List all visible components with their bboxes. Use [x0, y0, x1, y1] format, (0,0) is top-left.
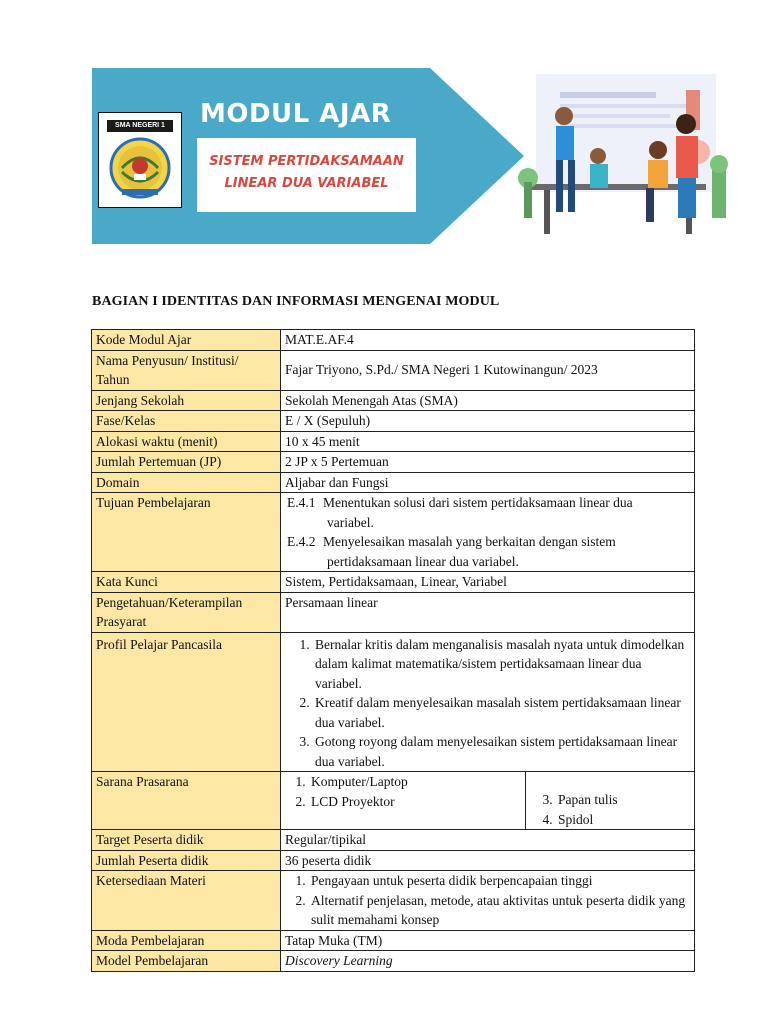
objective-code: E.4.1	[287, 495, 316, 510]
table-row	[92, 350, 695, 390]
row-label: Ketersediaan Materi	[92, 871, 281, 931]
row-value: Fajar Triyono, S.Pd./ SMA Negeri 1 Kutowinangun/ 2023	[281, 350, 695, 390]
row-value: 10 x 45 menit	[281, 431, 695, 452]
table-row	[92, 411, 695, 432]
list-item: 1. Pengayaan untuk peserta didik berpencapaian tinggi	[309, 871, 690, 891]
table-row	[92, 493, 695, 572]
row-label: Alokasi waktu (menit)	[92, 431, 281, 452]
table-row	[92, 452, 695, 473]
label-line-1: Nama Penyusun/ Institusi/	[96, 352, 239, 368]
facilities-columns	[281, 772, 694, 829]
facilities-left	[281, 772, 525, 829]
table-row	[92, 830, 695, 851]
section-heading: BAGIAN I IDENTITAS DAN INFORMASI MENGENAI MODUL	[92, 294, 500, 309]
school-emblem-icon	[108, 134, 172, 200]
row-value	[281, 772, 695, 830]
row-label: Target Peserta didik	[92, 830, 281, 851]
subtitle-line-1: SISTEM PERTIDAKSAMAAN	[209, 154, 404, 169]
team-meeting-illustration	[486, 64, 732, 242]
table-row	[92, 431, 695, 452]
row-label: Model Pembelajaran	[92, 951, 281, 972]
row-label: Kata Kunci	[92, 572, 281, 593]
row-label: Fase/Kelas	[92, 411, 281, 432]
profile-list	[285, 635, 690, 772]
objective-text-cont: variabel.	[327, 514, 374, 530]
table-row	[92, 472, 695, 493]
label-line-2: Prasyarat	[96, 614, 147, 629]
row-label: Sarana Prasarana	[92, 772, 281, 830]
table-row	[92, 930, 695, 951]
school-logo	[98, 112, 182, 208]
objective-code: E.4.2	[287, 534, 316, 549]
row-label	[92, 350, 281, 390]
objective-text: Menyelesaikan masalah yang berkaitan dengan sistem	[323, 534, 616, 549]
logo-label: SMA NEGERI 1	[107, 120, 173, 132]
row-label	[92, 592, 281, 632]
facilities-right	[525, 772, 694, 829]
row-value: Discovery Learning	[281, 951, 695, 972]
module-info-table	[91, 329, 695, 972]
objective-item	[285, 493, 690, 532]
facilities-list-right	[530, 790, 690, 829]
row-value: Regular/tipikal	[281, 830, 695, 851]
table-row	[92, 330, 695, 351]
module-subtitle	[197, 138, 416, 212]
row-value: Sekolah Menengah Atas (SMA)	[281, 390, 695, 411]
facilities-list-left	[285, 772, 521, 811]
row-label: Kode Modul Ajar	[92, 330, 281, 351]
row-label: Jumlah Pertemuan (JP)	[92, 452, 281, 473]
row-value: 2 JP x 5 Pertemuan	[281, 452, 695, 473]
list-item: 2. Alternatif penjelasan, metode, atau aktivitas untuk peserta didik yang sulit memahami konsep	[309, 891, 690, 930]
row-label: Domain	[92, 472, 281, 493]
subtitle-line-2: LINEAR DUA VARIABEL	[224, 176, 389, 191]
row-value: E / X (Sepuluh)	[281, 411, 695, 432]
row-label: Jenjang Sekolah	[92, 390, 281, 411]
row-value: Aljabar dan Fungsi	[281, 472, 695, 493]
row-value: Tatap Muka (TM)	[281, 930, 695, 951]
table-row	[92, 572, 695, 593]
table-row	[92, 592, 695, 632]
list-item: 1. Bernalar kritis dalam menganalisis masalah nyata untuk dimodelkan dalam kalimat matematika/sistem pertidaksamaan linear dua variabel.	[313, 635, 690, 694]
table-row	[92, 772, 695, 830]
row-label: Moda Pembelajaran	[92, 930, 281, 951]
table-row	[92, 850, 695, 871]
module-title: MODUL AJAR	[200, 99, 392, 129]
row-label: Profil Pelajar Pancasila	[92, 632, 281, 772]
row-label: Jumlah Peserta didik	[92, 850, 281, 871]
list-item: 4. Spidol	[556, 810, 690, 830]
row-value	[281, 632, 695, 772]
list-item: 1. Komputer/Laptop	[309, 772, 521, 792]
row-value: Sistem, Pertidaksamaan, Linear, Variabel	[281, 572, 695, 593]
row-value: Persamaan linear	[281, 592, 695, 632]
materials-list	[285, 871, 690, 930]
list-item: 2. Kreatif dalam menyelesaikan masalah sistem pertidaksamaan linear dua variabel.	[313, 693, 690, 732]
objective-text: Menentukan solusi dari sistem pertidaksamaan linear dua	[323, 495, 633, 510]
list-item: 2. LCD Proyektor	[309, 792, 521, 812]
table-row	[92, 390, 695, 411]
table-row	[92, 871, 695, 931]
label-line-2: Tahun	[96, 372, 130, 387]
label-line-1: Pengetahuan/Keterampilan	[96, 594, 243, 610]
list-item: 3. Papan tulis	[556, 790, 690, 810]
objective-item	[285, 532, 690, 571]
row-value	[281, 493, 695, 572]
list-item: 3. Gotong royong dalam menyelesaikan sistem pertidaksamaan linear dua variabel.	[313, 732, 690, 771]
row-label: Tujuan Pembelajaran	[92, 493, 281, 572]
table-row	[92, 632, 695, 772]
row-value: 36 peserta didik	[281, 850, 695, 871]
row-value	[281, 871, 695, 931]
objective-text-cont: pertidaksamaan linear dua variabel.	[327, 553, 519, 569]
table-row	[92, 951, 695, 972]
row-value: MAT.E.AF.4	[281, 330, 695, 351]
